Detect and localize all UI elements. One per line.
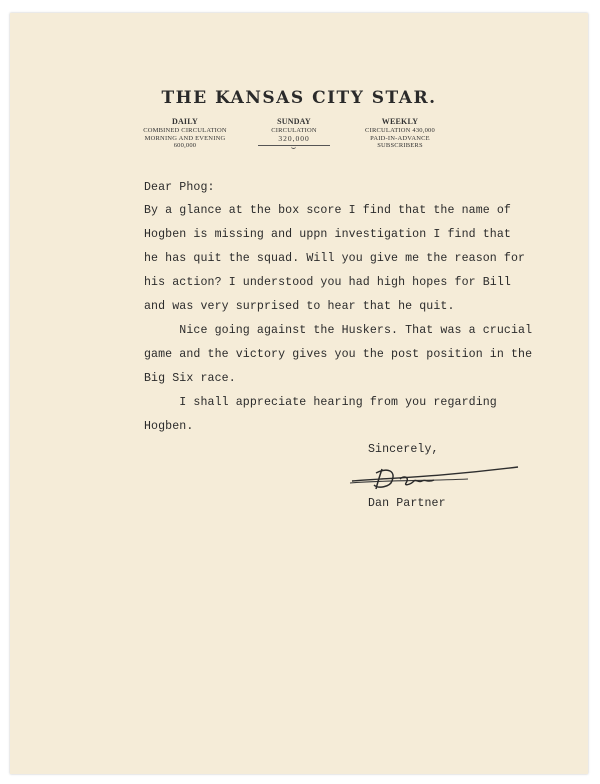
body-line: By a glance at the box score I find that the name of	[144, 204, 511, 217]
body-line: Hogben is missing and uppn investigation I find that	[144, 228, 511, 241]
body-line: Big Six race.	[144, 372, 236, 385]
signer-name: Dan Partner	[368, 497, 446, 510]
weekly-line: PAID-IN-ADVANCE	[370, 134, 430, 142]
decorative-rule	[258, 145, 330, 146]
daily-line: 600,000	[173, 142, 197, 149]
sunday-line: 320,000	[278, 133, 310, 143]
body-line: he has quit the squad. Will you give me the reason for	[144, 252, 526, 265]
body-line: Hogben.	[144, 420, 194, 433]
daily-heading: DAILY	[171, 117, 199, 126]
weekly-line: SUBSCRIBERS	[377, 142, 423, 149]
body-line: his action? I understood you had high hopes for Bill	[144, 276, 511, 289]
letter-page	[10, 13, 588, 774]
weekly-heading: WEEKLY	[381, 117, 419, 126]
salutation: Dear Phog:	[144, 181, 215, 194]
sunday-line: CIRCULATION	[271, 127, 317, 134]
daily-circulation	[130, 117, 240, 150]
body-line: Nice going against the Huskers. That was a crucial	[144, 324, 533, 337]
weekly-line: CIRCULATION 430,000	[365, 127, 435, 134]
body-line: game and the victory gives you the post position in the	[144, 348, 533, 361]
closing: Sincerely,	[368, 443, 439, 456]
weekly-circulation	[346, 117, 454, 150]
sunday-heading: SUNDAY	[277, 117, 311, 126]
daily-line: MORNING AND EVENING	[144, 134, 226, 142]
body-line: and was very surprised to hear that he quit.	[144, 300, 455, 313]
handwritten-signature	[348, 463, 523, 493]
daily-line: COMBINED CIRCULATION	[143, 127, 227, 134]
sunday-circulation	[254, 117, 334, 142]
newspaper-masthead: THE KANSAS CITY STAR.	[161, 88, 437, 108]
body-line: I shall appreciate hearing from you regarding	[144, 396, 497, 409]
